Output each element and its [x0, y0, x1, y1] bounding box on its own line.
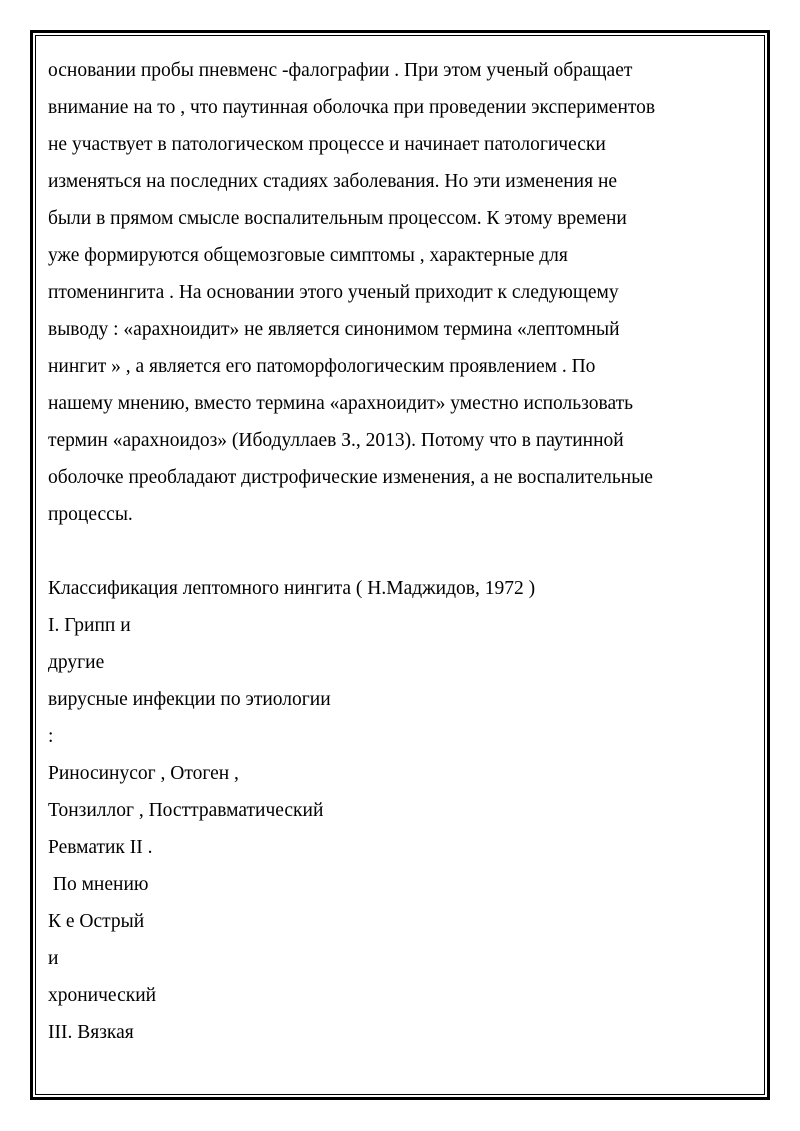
classification-line: хронический — [48, 985, 157, 1006]
blank-line — [48, 533, 748, 570]
paragraph-line: не участвует в патологическом процессе и начинает патологически — [48, 134, 606, 155]
classification-line: К е Острый — [48, 911, 145, 932]
classification-line: Тонзиллог , Посттравматический — [48, 800, 324, 821]
paragraph-line: нашему мнению, вместо термина «арахноидит» уместно использовать — [48, 393, 634, 414]
paragraph-line: процессы. — [48, 504, 133, 525]
paragraph-line: термин «арахноидоз» (Ибодуллаев З., 2013). Потому что в паутинной — [48, 430, 624, 451]
document-body — [48, 52, 748, 1051]
classification-line: Риносинусог , Отоген , — [48, 763, 239, 784]
paragraph-line: оболочке преобладают дистрофические изменения, а не воспалительные — [48, 467, 653, 488]
paragraph-line: выводу : «арахноидит» не является синонимом термина «лептомный — [48, 319, 620, 340]
classification-line: Ревматик II . — [48, 837, 153, 858]
paragraph-line: изменяться на последних стадиях заболевания. Но эти изменения не — [48, 171, 618, 192]
paragraph-line: птоменингита . На основании этого ученый приходит к следующему — [48, 282, 619, 303]
classification-line: : — [48, 726, 54, 747]
classification-title: Классификация лептомного нингита ( Н.Маджидов, 1972 ) — [48, 578, 536, 599]
paragraph-line: нингит » , а является его патоморфологическим проявлением . По — [48, 356, 596, 377]
classification-line: и — [48, 948, 59, 969]
paragraph-line: уже формируются общемозговые симптомы , характерные для — [48, 245, 568, 266]
paragraph-line: были в прямом смысле воспалительным процессом. К этому времени — [48, 208, 627, 229]
classification-line: По мнению — [48, 874, 149, 895]
paragraph-line: основании пробы пневменс -фалографии . При этом ученый обращает — [48, 60, 633, 81]
classification-line: другие — [48, 652, 105, 673]
main-paragraph — [48, 52, 748, 533]
paragraph-line: внимание на то , что паутинная оболочка при проведении экспериментов — [48, 97, 656, 118]
classification-section — [48, 570, 748, 1051]
classification-line: I. Грипп и — [48, 615, 131, 636]
classification-line: III. Вязкая — [48, 1022, 134, 1043]
classification-line: вирусные инфекции по этиологии — [48, 689, 331, 710]
